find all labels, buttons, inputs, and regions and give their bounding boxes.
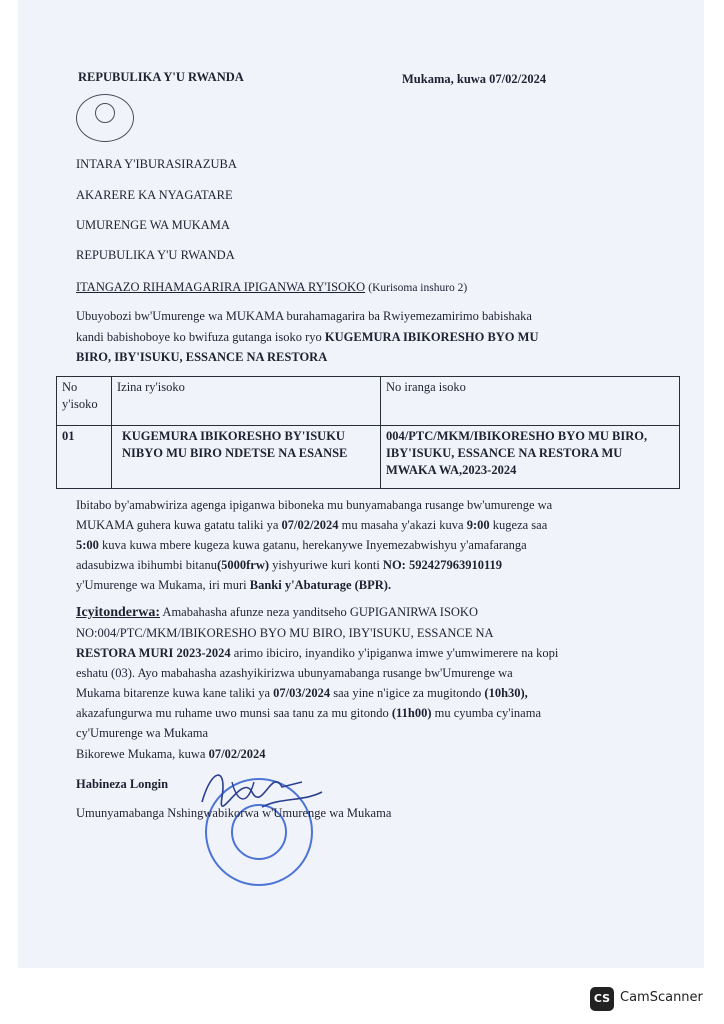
title-main: ITANGAZO RIHAMAGARIRA IPIGANWA RY'ISOKO	[76, 280, 366, 294]
header-republic: REPUBULIKA Y'U RWANDA	[78, 70, 244, 84]
para1-text: kugeza saa	[489, 518, 548, 532]
para1-account: NO: 592427963910119	[382, 558, 503, 572]
intro-line-3: BIRO, IBY'ISUKU, ESSANCE NA RESTORA	[76, 350, 328, 364]
table-header-no: No y'isoko	[57, 377, 112, 426]
table-header-ref: No iranga isoko	[381, 377, 680, 426]
para2-line-4: eshatu (03). Ayo mabahasha azashyikirizwa ubunyamabanga rusange bw'Umurenge wa	[76, 666, 513, 680]
para2-text: arimo ibiciro, inyandiko y'ipiganwa imwe y'umwimerere na kopi	[230, 646, 559, 660]
para1-text: mu masaha y'akazi kuva	[338, 518, 467, 532]
para2-line-6	[76, 706, 541, 721]
para2-text: akazafungurwa mu ruhame uwo munsi saa tanu za mu gitondo	[76, 706, 392, 720]
para2-text: Amabahasha afunze neza yanditseho GUPIGANIRWA ISOKO	[160, 605, 478, 619]
para2-line-3	[76, 646, 558, 661]
coat-of-arms-icon	[76, 94, 134, 142]
header-province: INTARA Y'IBURASIRAZUBA	[76, 157, 237, 171]
para1-text: kuva kuwa mbere kugeza kuwa gatanu, herekanywe Inyemezabwishyu y'amafaranga	[98, 538, 527, 552]
camscanner-logo-icon: CS	[590, 987, 614, 1011]
para2-text: Mukama bitarenze kuwa kane taliki ya	[76, 686, 274, 700]
intro-line-1: Ubuyobozi bw'Umurenge wa MUKAMA burahamagarira ba Rwiyemezamirimo babishaka	[76, 309, 532, 323]
para1-line-4	[76, 558, 502, 573]
para1-text: MUKAMA guhera kuwa gatatu taliki ya	[76, 518, 282, 532]
para2-line-5	[76, 686, 528, 701]
table-cell-name: KUGEMURA IBIKORESHO BY'ISUKU NIBYO MU BIRO NDETSE NA ESANSE	[112, 426, 381, 489]
para2-line-1	[76, 605, 478, 621]
para1-date: 07/02/2024	[281, 518, 339, 532]
para2-line-7: cy'Umurenge wa Mukama	[76, 726, 209, 740]
intro-line-2-bold: KUGEMURA IBIKORESHO BYO MU	[324, 330, 539, 344]
header-district: AKARERE KA NYAGATARE	[76, 188, 233, 202]
para2-time: (10h30),	[484, 686, 528, 700]
para2-text: mu cyumba cy'inama	[431, 706, 541, 720]
para1-bank: Banki y'Abaturage (BPR).	[249, 578, 392, 592]
closing-date: 07/02/2024	[208, 747, 266, 761]
para1-line-1: Ibitabo by'amabwiriza agenga ipiganwa biboneka mu bunyamabanga rusange bw'umurenge wa	[76, 498, 553, 512]
para1-text: adasubizwa ibihumbi bitanu	[76, 558, 217, 572]
signer-role: Umunyamabanga Nshingwabikorwa w'Umurenge wa Mukama	[76, 806, 392, 820]
para1-fee: (5000frw)	[216, 558, 270, 572]
intro-line-2-text: kandi babishoboye ko bwifuza gutanga isoko ryo	[76, 330, 325, 344]
table-row	[57, 426, 680, 489]
header-republic-2: REPUBULIKA Y'U RWANDA	[76, 248, 235, 262]
para1-text: y'Umurenge wa Mukama, iri muri	[76, 578, 250, 592]
para1-line-3	[76, 538, 527, 553]
table-header-name: Izina ry'isoko	[112, 377, 381, 426]
signer-name: Habineza Longin	[76, 777, 169, 791]
header-sector: UMURENGE WA MUKAMA	[76, 218, 230, 232]
para2-text: saa yine n'igice za mugitondo	[330, 686, 485, 700]
para2-time: (11h00)	[391, 706, 432, 720]
table-cell-ref: 004/PTC/MKM/IBIKORESHO BYO MU BIRO, IBY'ISUKU, ESSANCE NA RESTORA MU MWAKA WA,2023-2024	[381, 426, 680, 489]
closing-done	[76, 747, 266, 762]
para1-line-5	[76, 578, 391, 593]
announcement-title	[76, 280, 467, 295]
tender-table	[56, 376, 680, 489]
para2-date: 07/03/2024	[273, 686, 331, 700]
intro-line-2	[76, 330, 538, 345]
para1-time: 9:00	[466, 518, 490, 532]
para1-time: 5:00	[76, 538, 99, 552]
camscanner-name: CamScanner	[620, 990, 703, 1005]
para1-text: yishyuriwe kuri konti	[269, 558, 383, 572]
closing-text: Bikorewe Mukama, kuwa	[76, 747, 209, 761]
para2-label: Icyitonderwa:	[76, 605, 160, 620]
para2-line-2: NO:004/PTC/MKM/IBIKORESHO BYO MU BIRO, IBY'ISUKU, ESSANCE NA	[76, 626, 494, 640]
table-header-row	[57, 377, 680, 426]
title-note: (Kurisoma inshuro 2)	[368, 282, 468, 294]
para1-line-2	[76, 518, 547, 533]
header-place-date: Mukama, kuwa 07/02/2024	[402, 72, 547, 86]
table-cell-no: 01	[57, 426, 112, 489]
para2-bold: RESTORA MURI 2023-2024	[76, 646, 231, 660]
